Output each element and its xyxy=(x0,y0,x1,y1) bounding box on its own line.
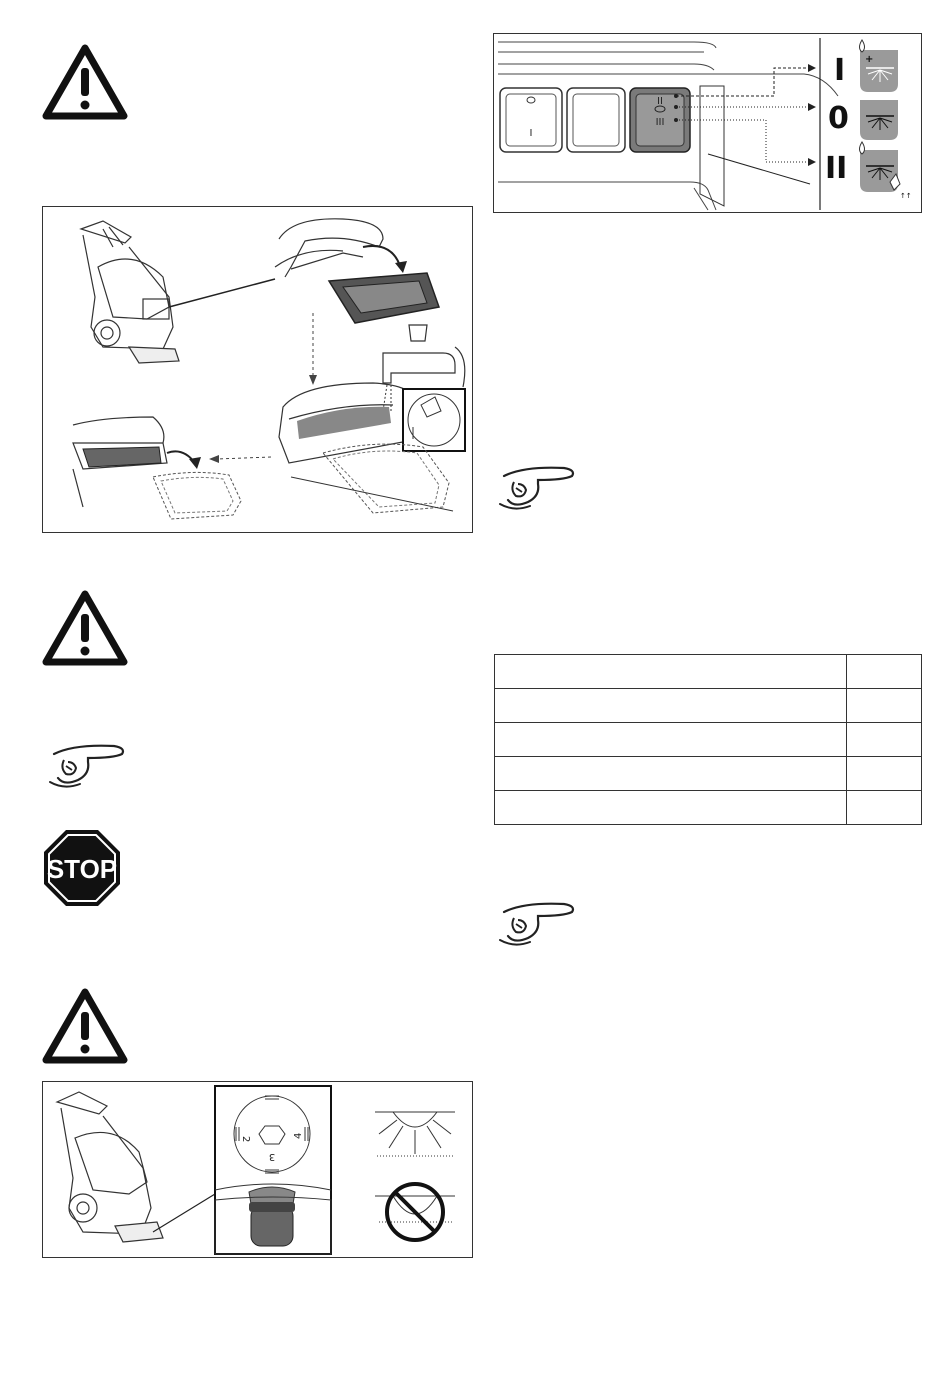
table-row xyxy=(495,723,922,757)
dial-number: 2 xyxy=(240,1136,251,1143)
position-mark-1: I xyxy=(834,53,846,88)
tank-filling-figure xyxy=(42,206,473,533)
position-mark-0: 0 xyxy=(828,101,849,136)
no-brush-icon xyxy=(375,1184,455,1240)
switch-mark-top: II xyxy=(657,96,663,107)
stop-label: STOP xyxy=(46,854,118,884)
table-row xyxy=(495,757,922,791)
table-cell xyxy=(847,791,922,825)
table-cell xyxy=(495,757,847,791)
three-position-switch[interactable] xyxy=(630,88,690,152)
switch-mark-bottom: III xyxy=(655,117,665,128)
dial-number: 3 xyxy=(268,1151,276,1162)
svg-text:↑↑: ↑↑ xyxy=(900,192,912,200)
table-cell xyxy=(847,655,922,689)
svg-text:+: + xyxy=(865,54,874,65)
spray-plus-icon xyxy=(860,40,899,92)
brush-only-icon xyxy=(860,100,898,140)
brush-adjustment-figure xyxy=(42,1081,473,1258)
table-cell xyxy=(495,655,847,689)
stop-sign-icon xyxy=(42,828,122,908)
pointing-hand-icon xyxy=(44,740,128,792)
warning-triangle-icon xyxy=(42,590,128,666)
spray-brush-icon xyxy=(860,142,912,200)
table-cell xyxy=(847,689,922,723)
table-cell xyxy=(495,689,847,723)
table-cell xyxy=(847,723,922,757)
table-row xyxy=(495,689,922,723)
table-row xyxy=(495,655,922,689)
dial-number: 4 xyxy=(293,1132,304,1139)
pointing-hand-icon xyxy=(494,462,578,514)
position-mark-2: II xyxy=(825,151,848,186)
power-switch[interactable] xyxy=(500,88,562,152)
switch-panel-figure xyxy=(493,33,922,213)
pointing-hand-icon xyxy=(494,898,578,950)
table-row xyxy=(495,791,922,825)
power-switch-label: I xyxy=(529,128,533,139)
warning-triangle-icon xyxy=(42,44,128,120)
table-cell xyxy=(495,723,847,757)
warning-triangle-icon xyxy=(42,988,128,1064)
empty-table xyxy=(494,654,922,825)
table-cell xyxy=(495,791,847,825)
table-cell xyxy=(847,757,922,791)
blank-switch[interactable] xyxy=(567,88,625,152)
